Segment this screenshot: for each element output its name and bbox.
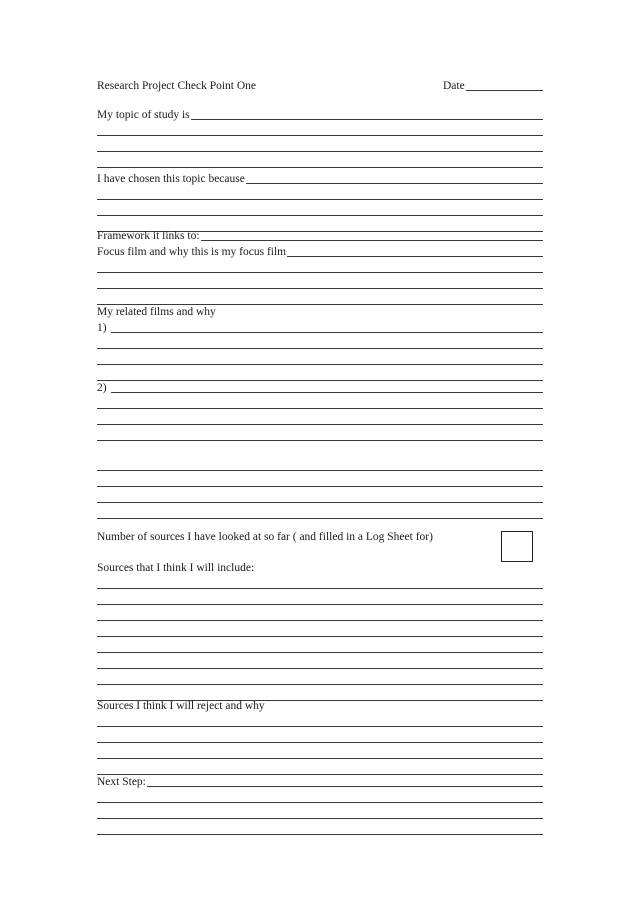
related-films-heading-row (97, 303, 543, 319)
include-line-2[interactable] (97, 591, 543, 607)
include-line-4[interactable] (97, 623, 543, 639)
next-step-line-2[interactable] (97, 789, 543, 805)
sources-include-label: Sources that I think I will include: (97, 562, 255, 574)
next-step-line-4[interactable] (97, 821, 543, 837)
film-two-line-4[interactable] (97, 427, 543, 443)
answer-line[interactable] (97, 486, 543, 487)
related-films-label: My related films and why (97, 306, 216, 318)
date-label: Date (443, 80, 465, 92)
include-line-6[interactable] (97, 655, 543, 671)
sources-reject-row (97, 697, 543, 713)
film-two-line-2[interactable] (97, 395, 543, 411)
answer-line[interactable] (97, 652, 543, 653)
answer-line[interactable] (287, 256, 543, 257)
film-one-line-3[interactable] (97, 351, 543, 367)
worksheet-title: Research Project Check Point One (97, 80, 257, 92)
answer-line[interactable] (97, 834, 543, 835)
sources-reject-label: Sources I think I will reject and why (97, 700, 265, 712)
answer-line[interactable] (97, 758, 543, 759)
reason-line-2[interactable] (97, 186, 543, 202)
answer-line[interactable] (97, 684, 543, 685)
sources-count-box[interactable] (501, 531, 533, 562)
answer-line[interactable] (97, 348, 543, 349)
reject-line-3[interactable] (97, 745, 543, 761)
answer-line[interactable] (97, 151, 543, 152)
answer-line[interactable] (97, 440, 543, 441)
answer-line[interactable] (97, 818, 543, 819)
answer-line[interactable] (246, 183, 543, 184)
include-line-1[interactable] (97, 575, 543, 591)
extra-line-4[interactable] (97, 505, 543, 521)
answer-line[interactable] (97, 604, 543, 605)
next-step-line-3[interactable] (97, 805, 543, 821)
framework-field[interactable] (97, 227, 543, 243)
answer-line[interactable] (97, 518, 543, 519)
film-two-field[interactable] (97, 379, 543, 395)
include-line-5[interactable] (97, 639, 543, 655)
extra-line-1[interactable] (97, 457, 543, 473)
reason-field[interactable] (97, 170, 543, 186)
answer-line[interactable] (201, 240, 543, 241)
answer-line[interactable] (97, 636, 543, 637)
reason-line-3[interactable] (97, 202, 543, 218)
answer-line[interactable] (97, 288, 543, 289)
answer-line[interactable] (97, 424, 543, 425)
focus-film-line-2[interactable] (97, 259, 543, 275)
answer-line[interactable] (97, 726, 543, 727)
film-one-field[interactable] (97, 319, 543, 335)
answer-line[interactable] (147, 786, 543, 787)
answer-line[interactable] (97, 588, 543, 589)
film-two-line-3[interactable] (97, 411, 543, 427)
date-field[interactable] (443, 80, 543, 93)
framework-label: Framework it links to: (97, 230, 200, 242)
answer-line[interactable] (191, 119, 543, 120)
answer-line[interactable] (97, 668, 543, 669)
film-one-line-2[interactable] (97, 335, 543, 351)
date-line[interactable] (466, 90, 543, 91)
answer-line[interactable] (111, 392, 543, 393)
header-row (97, 77, 543, 93)
focus-film-field[interactable] (97, 243, 543, 259)
reject-line-1[interactable] (97, 713, 543, 729)
reason-label: I have chosen this topic because (97, 173, 245, 185)
next-step-field[interactable] (97, 773, 543, 789)
topic-field[interactable] (97, 106, 543, 122)
next-step-label: Next Step: (97, 776, 146, 788)
answer-line[interactable] (97, 135, 543, 136)
answer-line[interactable] (97, 167, 543, 168)
film-one-label: 1) (97, 322, 107, 334)
answer-line[interactable] (97, 802, 543, 803)
topic-line-4[interactable] (97, 154, 543, 170)
topic-line-2[interactable] (97, 122, 543, 138)
focus-film-line-3[interactable] (97, 275, 543, 291)
focus-film-label: Focus film and why this is my focus film (97, 246, 287, 258)
extra-line-3[interactable] (97, 489, 543, 505)
answer-line[interactable] (97, 620, 543, 621)
answer-line[interactable] (97, 470, 543, 471)
topic-label: My topic of study is (97, 109, 190, 121)
answer-line[interactable] (111, 332, 543, 333)
sources-count-row (97, 528, 497, 544)
reject-line-2[interactable] (97, 729, 543, 745)
answer-line[interactable] (97, 742, 543, 743)
answer-line[interactable] (97, 272, 543, 273)
answer-line[interactable] (97, 215, 543, 216)
answer-line[interactable] (97, 364, 543, 365)
answer-line[interactable] (97, 408, 543, 409)
sources-include-row (97, 559, 543, 575)
sources-count-label: Number of sources I have looked at so far ( and filled in a Log Sheet for) (97, 531, 433, 543)
answer-line[interactable] (97, 502, 543, 503)
include-line-3[interactable] (97, 607, 543, 623)
topic-line-3[interactable] (97, 138, 543, 154)
film-two-label: 2) (97, 382, 107, 394)
extra-line-2[interactable] (97, 473, 543, 489)
answer-line[interactable] (97, 199, 543, 200)
include-line-7[interactable] (97, 671, 543, 687)
